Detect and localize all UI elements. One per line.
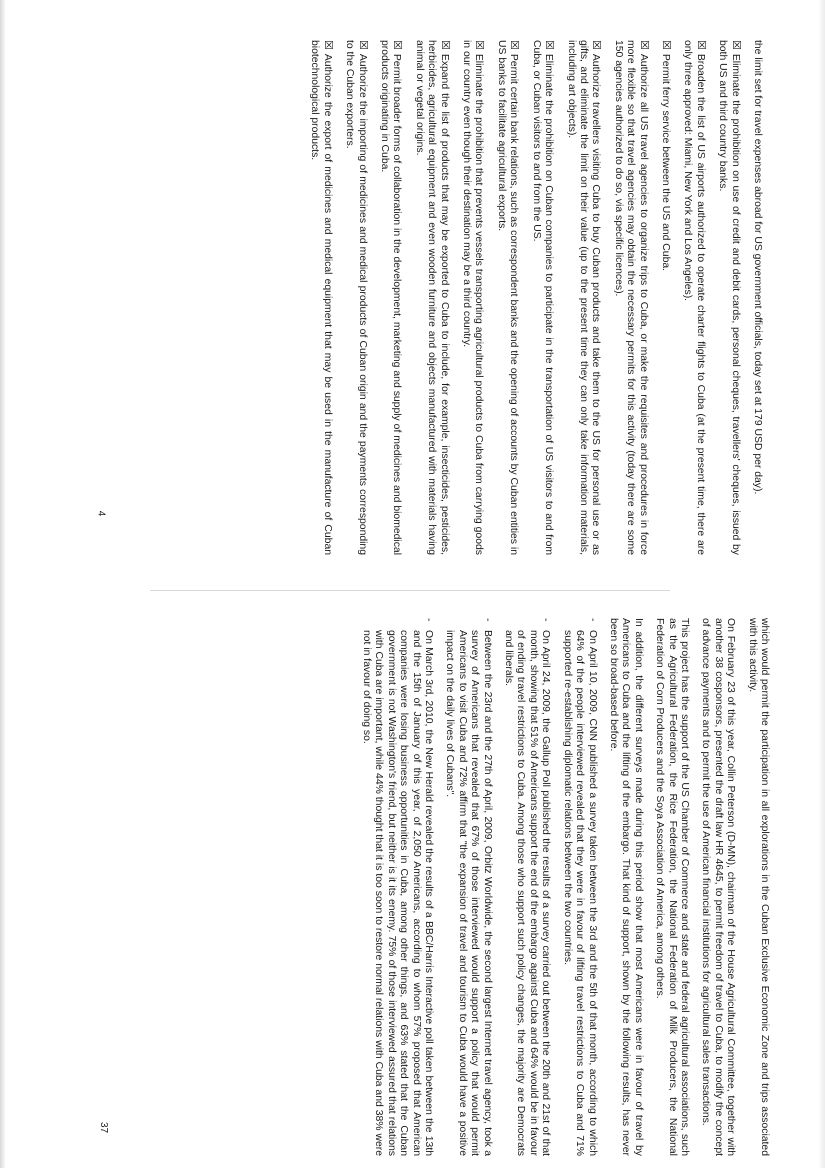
paragraph-text: Permit broader forms of collaboration in the development, marketing and supply of medicines and biomedical products originating in Cuba. bbox=[379, 40, 403, 555]
paragraph-text: On April 24, 2009, the Gallup Poll published the results of a survey carried out between the 20th and 21st of that month, showing that 51% of Americans support the end of the embargo against Cuba and 64% would be in favour of ending travel restrictions to Cuba. Among those who support such policy changes, the majority are Democrats and liberals. bbox=[503, 630, 552, 1156]
paragraph-text: Permit ferry service between the US and Cuba. bbox=[659, 53, 671, 272]
paragraph-text: Eliminate the prohibition that prevents vessels transporting agricultural products to Cuba from carrying goods in our country even though their destination may be a third country. bbox=[461, 40, 485, 555]
checkbox-checked-icon: ☒ bbox=[321, 40, 334, 50]
paragraph bbox=[495, 40, 521, 555]
paragraph-text: Broaden the list of US airports authorized to operate charter flights to Cuba (at the present time, there are only three approved: Miami, New York and Los Angeles). bbox=[682, 40, 706, 555]
paragraph-text: This project has the support of the US Chamber of Commerce and state and federal agricultural associations, such as the Agricultural Federation, the Rice Federation, the National Federation of Milk Producers, the National Federation of Corn Producers and the Soya Association of America, among others. bbox=[654, 618, 690, 1156]
bullet-dash: - bbox=[586, 618, 598, 622]
checkbox-checked-icon: ☒ bbox=[590, 40, 603, 50]
checkbox-checked-icon: ☒ bbox=[391, 40, 404, 50]
checkbox-checked-icon: ☒ bbox=[356, 40, 369, 50]
paragraph bbox=[378, 40, 404, 555]
paragraph bbox=[659, 40, 672, 555]
checkbox-checked-icon: ☒ bbox=[729, 40, 742, 50]
paragraph bbox=[564, 40, 602, 555]
paragraph bbox=[460, 40, 486, 555]
bullet-paragraph bbox=[502, 618, 552, 1156]
paragraph bbox=[716, 40, 742, 555]
paragraph bbox=[681, 40, 707, 555]
paragraph-text: Authorize the export of medicines and medical equipment that may be used in the manufacture of Cuban biotechnological products. bbox=[309, 40, 333, 555]
checkbox-checked-icon: ☒ bbox=[473, 40, 486, 50]
page-number-bottom: 37 bbox=[98, 1121, 110, 1134]
paragraph bbox=[653, 618, 690, 1156]
bullet-paragraph bbox=[360, 618, 434, 1156]
paragraph bbox=[412, 40, 450, 555]
bullet-paragraph bbox=[560, 618, 597, 1156]
paragraph bbox=[611, 40, 649, 555]
paragraph bbox=[699, 618, 736, 1156]
paragraph-text: the limit set for travel expenses abroad for US government officials, today set at 179 USD per day). bbox=[752, 40, 763, 495]
checkbox-checked-icon: ☒ bbox=[508, 40, 521, 50]
paragraph-text: Between the 23rd and the 27th of April, 2009, Orbitz Worldwide, the second largest Internet travel agency, took a survey of Americans that revealed that 67% of those interviewed would support a policy that would permit Americans to visit Cuba and 72% affirm that "the expansion of travel and tourism to Cuba would have a positive impact on the daily lives of Cubans". bbox=[444, 630, 493, 1156]
checkbox-checked-icon: ☒ bbox=[694, 40, 707, 50]
paragraph-text: Eliminate the prohibition on Cuban companies to participate in the transportation of US visitors to and from Cuba, or Cuban visitors to and from the US. bbox=[530, 40, 555, 555]
checkbox-checked-icon: ☒ bbox=[659, 40, 672, 50]
bullet-dash: - bbox=[481, 618, 493, 622]
paragraph-text: Eliminate the prohibition on use of credit and debit cards, personal cheques, travellers' cheques, issued by both US and third country banks. bbox=[717, 40, 741, 555]
checkbox-checked-icon: ☒ bbox=[438, 40, 451, 50]
paragraph-text: Authorize travellers visiting Cuba to buy Cuban products and take them to the US for personal use or as gifts, and eliminate the limit on their value (up to the present time they can only take information materials, including art objects). bbox=[565, 40, 602, 555]
paragraph bbox=[308, 40, 334, 555]
paragraph bbox=[745, 618, 770, 1156]
paragraph-text: On April 10, 2009, CNN published a survey taken between the 3rd and the 5th of that month, according to which 64% of the people interviewed revealed that they were in favour of lifting travel restrictions to Cuba and 71% supported re-establishing diplomatic relations between the two countries. bbox=[561, 630, 598, 1156]
paragraph bbox=[607, 618, 644, 1156]
paragraph-text: Authorize the importing of medicines and medical products of Cuban origin and the payments corresponding to the Cuban exporters. bbox=[344, 40, 368, 555]
paragraph-text: Permit certain bank relations, such as correspondent banks and the opening of accounts by Cuban entities in US banks to facilitate agricultural exports. bbox=[495, 40, 520, 555]
paragraph-text: On March 3rd, 2010, the New Herald revealed the results of a BBC/Harris Interactive poll taken between the 13th and the 15th of January of this year, of 2,050 Americans, according to whom 57% proposed that American companies were losing business opportunities in Cuba, among other things, and 63% stated that the Cuban government is not Washington's friend, but neither is it its enemy. 75% of those interviewed assured that relations with Cuba are important, while 44% thought that it is too soon to restore normal relations with Cuba and 38% were not in favour of doing so. bbox=[361, 630, 435, 1156]
document-page-top bbox=[138, 40, 763, 555]
scan-edge-right bbox=[818, 0, 825, 1168]
bullet-dash: - bbox=[540, 618, 552, 622]
paragraph-text: which would permit the participation in all explorations in the Cuban Exclusive Economic Zone and trips associated with this activity. bbox=[746, 618, 770, 1156]
bullet-dash: - bbox=[423, 618, 435, 622]
paragraph-text: On February 23 of this year, Collin Peterson (D-MN), chairman of the House Agricultural Committee, together with another 38 cosponsors, presented the draft law HR 4645, to permit freedom of travel to Cuba, to modify the concept of advance payments and to permit the use of American financial institutions for agricultural sales transactions. bbox=[700, 618, 737, 1156]
bullet-paragraph bbox=[443, 618, 493, 1156]
paragraph bbox=[751, 40, 763, 555]
paragraph-text: Expand the list of products that may be exported to Cuba to include, for example, insecticides, pesticides, herbicides, agricultural equipment and even wooden furniture and objects manufactured with materials having animal or vegetal origins. bbox=[413, 40, 450, 555]
paragraph bbox=[529, 40, 555, 555]
paragraph-text: Authorize all US travel agencies to organize trips to Cuba, or make the requisites and procedures in force more flexible so that travel agencies may obtain the necessary permits for this activity (today there are some 150 agencies authorized to do so, via specific licences). bbox=[612, 40, 649, 555]
document-page-bottom bbox=[145, 618, 770, 1156]
scan-edge-shadow bbox=[0, 0, 6, 1168]
checkbox-checked-icon: ☒ bbox=[637, 40, 650, 50]
paragraph-text: In addition, the different surveys made during this period show that most Americans were in favour of travel by Americans to Cuba and the lifting of the embargo. That kind of support, shown by the following results, has never been so broad-based before. bbox=[607, 618, 644, 1156]
page-divider bbox=[150, 590, 670, 591]
paragraph bbox=[343, 40, 369, 555]
page-number-top: 4 bbox=[95, 510, 107, 517]
checkbox-checked-icon: ☒ bbox=[543, 40, 556, 50]
